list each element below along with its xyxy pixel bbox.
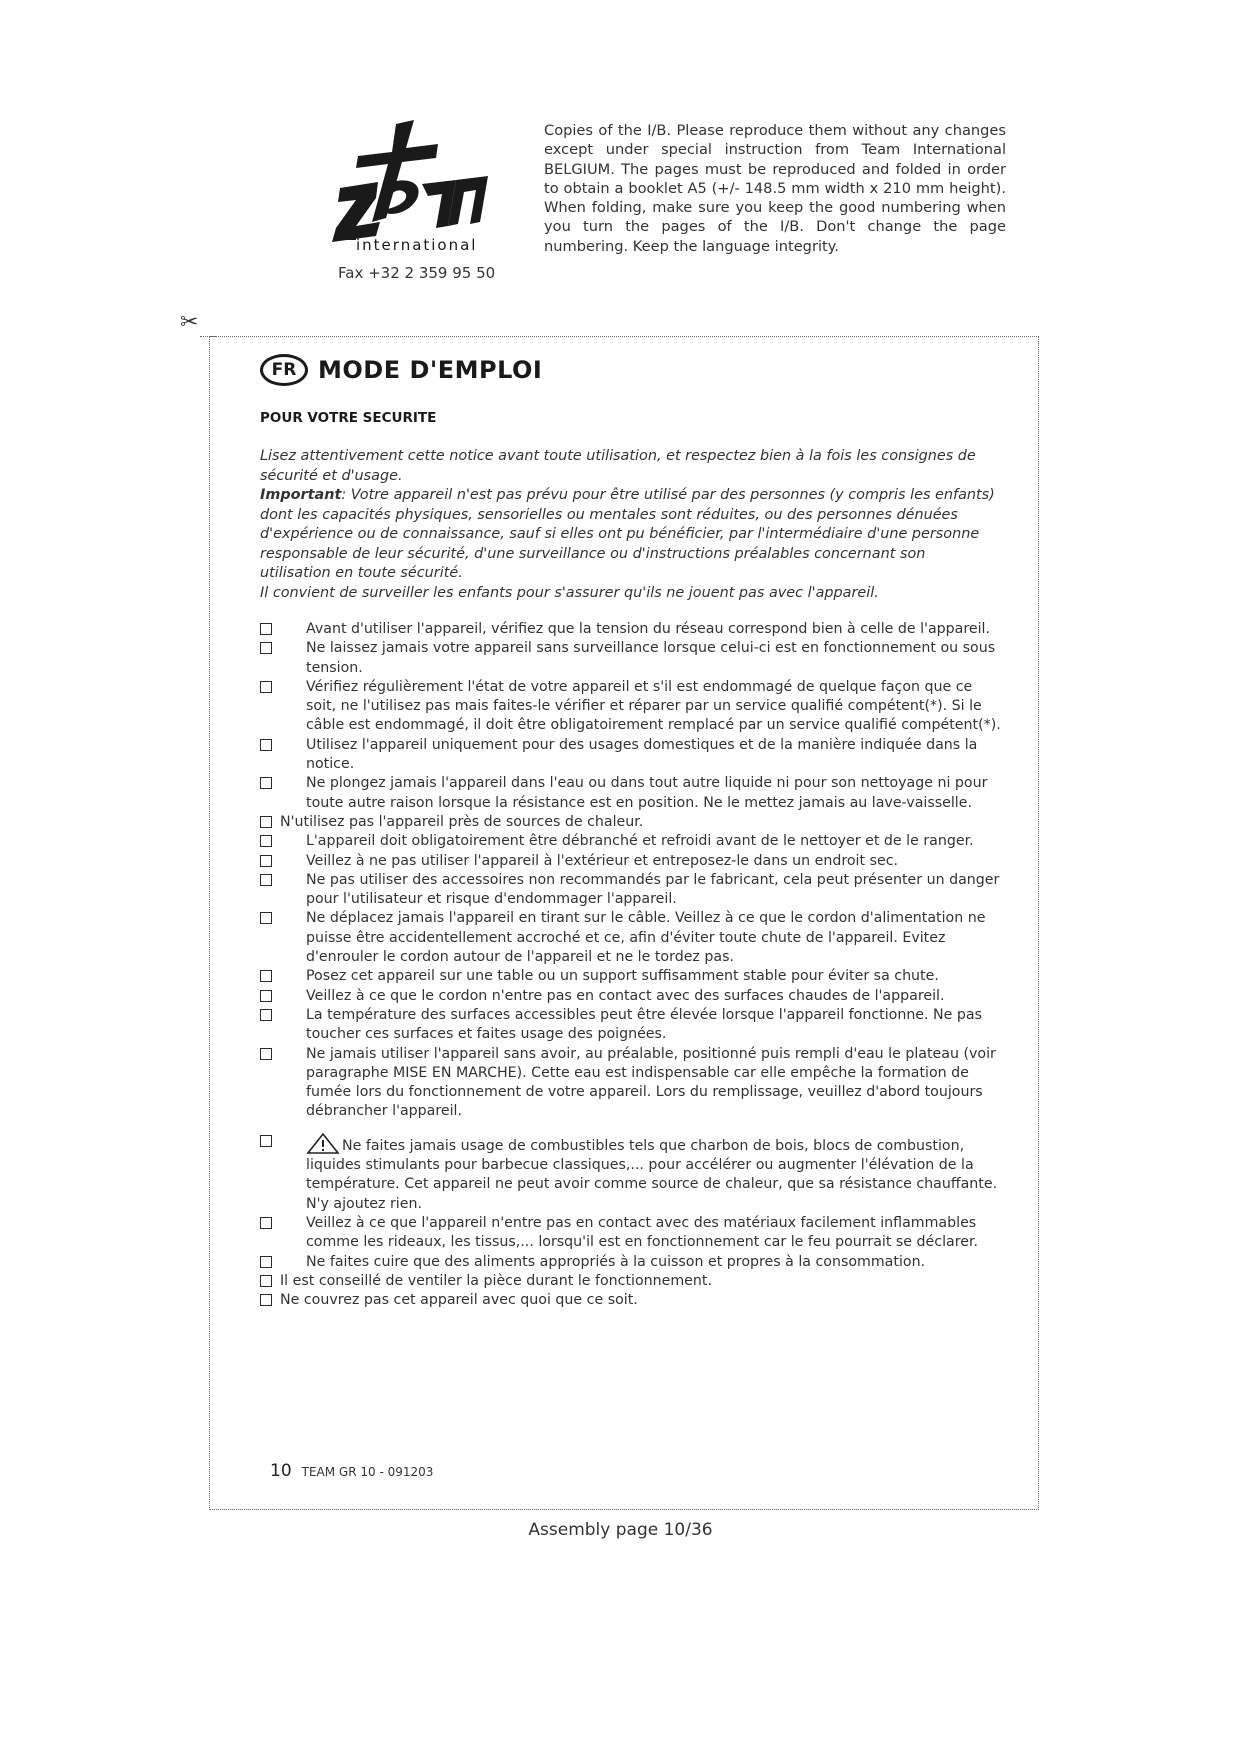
page-footer [270,1461,433,1481]
scissors-icon: ✂ [180,310,199,335]
list-item: Ne faites cuire que des aliments appropriés à la cuisson et propres à la consommation. [260,1253,1005,1272]
fax-number: Fax +32 2 359 95 50 [338,264,496,282]
checkbox-bullet-icon [260,1217,272,1229]
logo-subtitle: international [356,236,478,254]
list-item: Posez cet appareil sur une table ou un support suffisamment stable pour éviter sa chute. [260,967,1005,986]
important-label: Important [260,487,342,503]
reproduction-note: Copies of the I/B. Please reproduce them without any changes except under special instruction from Team International BELGIUM. The pages must be reproduced and folded in order to obtain a booklet A5 (+/- 148.5 mm width x 210 mm height). When folding, make sure you keep the good numbering when you turn the pages of the I/B. Don't change the page numbering. Keep the language integrity. [544,122,1006,255]
important-paragraph [260,486,1000,584]
page-number: 10 [270,1461,292,1481]
checkbox-bullet-icon [260,681,272,693]
list-item: Avant d'utiliser l'appareil, vérifiez que la tension du réseau correspond bien à celle de l'appareil. [260,620,1005,639]
list-item: Ne plongez jamais l'appareil dans l'eau ou dans tout autre liquide ni pour son nettoyage ni pour toute autre raison lorsque la résistance est en position. Ne le mettez jamais au lave-vaisselle. [260,774,1005,813]
checkbox-bullet-icon [260,739,272,751]
checkbox-bullet-icon [260,912,272,924]
checkbox-bullet-icon [260,1048,272,1060]
checkbox-bullet-icon [260,874,272,886]
page-title [260,354,542,386]
list-item: Ne déplacez jamais l'appareil en tirant sur le câble. Veillez à ce que le cordon d'alimentation ne puisse être accidentellement accroché et ce, afin d'éviter toute chute de l'appareil. Evitez d'enrouler le cordon autour de l'appareil et ne le tordez pas. [260,909,1005,967]
checkbox-bullet-icon [260,970,272,982]
list-item: N'utilisez pas l'appareil près de sources de chaleur. [260,813,1005,832]
list-item: Ne couvrez pas cet appareil avec quoi que ce soit. [260,1291,1005,1310]
list-item-warning [260,1132,1005,1214]
intro-text [260,447,1000,603]
list-item: L'appareil doit obligatoirement être débranché et refroidi avant de le nettoyer et de le ranger. [260,832,1005,851]
checkbox-bullet-icon [260,855,272,867]
children-paragraph: Il convient de surveiller les enfants pour s'assurer qu'ils ne jouent pas avec l'appareil. [260,584,879,601]
list-item: Veillez à ne pas utiliser l'appareil à l'extérieur et entreposez-le dans un endroit sec. [260,852,1005,871]
checkbox-bullet-icon [260,990,272,1002]
warning-text: Ne faites jamais usage de combustibles tels que charbon de bois, blocs de combustion, liquides stimulants pour barbecue classiques,... pour accélérer ou augmenter l'élévation de la température. Cet appareil ne peut avoir comme source de chaleur, que sa résistance chauffante. N'y ajoutez rien. [306,1137,998,1212]
intro-paragraph: Lisez attentivement cette notice avant toute utilisation, et respectez bien à la fois les consignes de sécurité et d'usage. [260,448,976,484]
checkbox-bullet-icon [260,835,272,847]
checkbox-bullet-icon [260,777,272,789]
list-item: Ne laissez jamais votre appareil sans surveillance lorsque celui-ci est en fonctionnement ou sous tension. [260,639,1005,678]
list-item: La température des surfaces accessibles peut être élevée lorsque l'appareil fonctionne. Ne pas toucher ces surfaces et faites usage des poignées. [260,1006,1005,1045]
checkbox-bullet-icon [260,1294,272,1306]
checkbox-bullet-icon [260,1256,272,1268]
checkbox-bullet-icon [260,1275,272,1287]
list-item: Veillez à ce que l'appareil n'entre pas en contact avec des matériaux facilement inflammables comme les rideaux, les tissus,... lorsqu'il est en fonctionnement car le feu pourrait se déclarer. [260,1214,1005,1253]
title-text: MODE D'EMPLOI [318,356,543,384]
list-item: Il est conseillé de ventiler la pièce durant le fonctionnement. [260,1272,1005,1291]
assembly-page-label: Assembly page 10/36 [528,1520,713,1540]
checkbox-bullet-icon [260,816,272,828]
list-item: Ne pas utiliser des accessoires non recommandés par le fabricant, cela peut présenter un danger pour l'utilisateur et risque d'endommager l'appareil. [260,871,1005,910]
checkbox-bullet-icon [260,623,272,635]
important-text: : Votre appareil n'est pas prévu pour être utilisé par des personnes (y compris les enfants) dont les capacités physiques, sensorielles ou mentales sont réduites, ou des personnes dénuées d'expérience ou de connaissance, sauf si elles ont pu bénéficier, par l'intermédiaire d'une personne responsable de leur sécurité, d'une surveillance ou d'instructions préalables concernant son utilisation en toute sécurité. [260,487,995,581]
team-international-logo [326,118,496,258]
checkbox-bullet-icon [260,1009,272,1021]
list-item: Utilisez l'appareil uniquement pour des usages domestiques et de la manière indiquée dans la notice. [260,736,1005,775]
model-code: TEAM GR 10 - 091203 [301,1465,434,1479]
section-title: POUR VOTRE SECURITE [260,410,437,426]
list-item: Vérifiez régulièrement l'état de votre appareil et s'il est endommagé de quelque façon que ce soit, ne l'utilisez pas mais faites-le vérifier et réparer par un service qualifié compétent(*). Si le câble est endommagé, il doit être obligatoirement remplacé par un service qualifié compétent(*). [260,678,1005,736]
list-item: Ne jamais utiliser l'appareil sans avoir, au préalable, positionné puis rempli d'eau le plateau (voir paragraphe MISE EN MARCHE). Cette eau est indispensable car elle empêche la formation de fumée lors du fonctionnement de votre appareil. Lors du remplissage, veuillez d'abord toujours débrancher l'appareil. [260,1045,1005,1122]
safety-list [260,620,1005,1310]
language-badge: FR [260,354,308,386]
warning-triangle-icon [306,1132,340,1154]
list-item: Veillez à ce que le cordon n'entre pas en contact avec des surfaces chaudes de l'appareil. [260,987,1005,1006]
checkbox-bullet-icon [260,1135,272,1147]
checkbox-bullet-icon [260,642,272,654]
